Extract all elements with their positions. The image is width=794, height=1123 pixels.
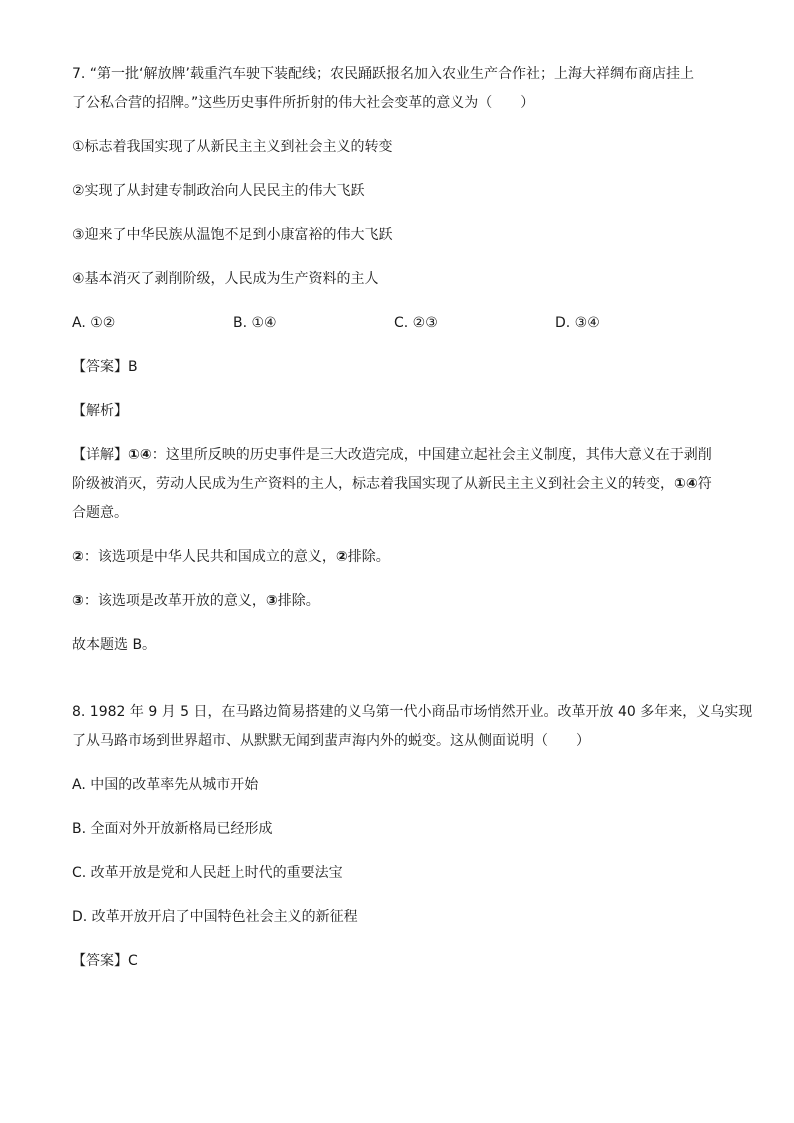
q7-option-b: B. ①④ (233, 315, 277, 331)
q7-exclude-2-mid: ：该选项是中华人民共和国成立的意义， (83, 549, 336, 565)
q7-detail-line2 (72, 470, 722, 499)
q7-statement-1: ①标志着我国实现了从新民主主义到社会主义的转变 (72, 139, 393, 155)
q7-exclude-2-end: 排除。 (347, 549, 390, 565)
q8-option-a: A. 中国的改革率先从城市开始 (72, 777, 259, 793)
q7-exclude-3-key2: ③ (265, 593, 278, 609)
q7-exclude-2-key2: ② (335, 549, 348, 565)
q8-stem-line1: 8. 1982 年 9 月 5 日，在马路边简易搭建的义乌第一代小商品市场悄然开业。改革开放 40 多年来，义乌实现 (72, 704, 753, 720)
q7-stem-line2: 了公私合营的招牌。”这些历史事件所折射的伟大社会变革的意义为（ ） (72, 95, 535, 111)
q7-exclude-3-mid: ：该选项是改革开放的意义， (83, 593, 266, 609)
q8-answer (72, 947, 722, 976)
q7-analysis-tag: 【解析】 (72, 403, 128, 419)
q8-option-b: B. 全面对外开放新格局已经形成 (72, 821, 273, 837)
q7-detail-line2-text: 阶级被消灭，劳动人民成为生产资料的主人，标志着我国实现了从新民主主义到社会主义的转变， (72, 476, 674, 492)
q7-statement-3: ③迎来了中华民族从温饱不足到小康富裕的伟大飞跃 (72, 227, 393, 243)
q7-detail-line1 (72, 441, 722, 470)
q7-exclude-3 (72, 587, 722, 616)
q7-option-d: D. ③④ (555, 315, 600, 331)
q7-exclude-2-key: ② (72, 549, 84, 565)
q7-answer-value: B (128, 359, 138, 375)
q8-stem-line2: 了从马路市场到世界超市、从默默无闻到蜚声海内外的蜕变。这从侧面说明（ ） (72, 733, 590, 749)
q7-detail-line3: 合题意。 (72, 505, 128, 521)
q7-exclude-3-end: 排除。 (277, 593, 320, 609)
q7-detail-line1-rest: ：这里所反映的历史事件是三大改造完成，中国建立起社会主义制度，其伟大意义在于剥削 (151, 447, 712, 463)
q8-answer-tag: 【答案】 (72, 953, 128, 969)
q7-exclude-2 (72, 543, 722, 572)
q7-statement-2: ②实现了从封建专制政治向人民民主的伟大飞跃 (72, 183, 365, 199)
q7-answer (72, 353, 722, 382)
q7-statement-4: ④基本消灭了剥削阶级，人民成为生产资料的主人 (72, 271, 379, 287)
q7-option-c: C. ②③ (394, 315, 438, 331)
q7-option-a: A. ①② (72, 315, 116, 331)
q8-answer-value: C (128, 953, 138, 969)
q7-answer-tag: 【答案】 (72, 359, 128, 375)
q7-detail-key: ①④ (128, 447, 152, 463)
q7-exclude-3-key: ③ (72, 593, 84, 609)
q7-options (72, 309, 722, 338)
q8-option-d: D. 改革开放开启了中国特色社会主义的新征程 (72, 909, 358, 925)
q7-conclusion: 故本题选 B。 (72, 637, 157, 653)
q7-detail-line2-key: ①④ (674, 476, 698, 492)
q7-stem-line1: 7. “第一批‘解放牌’载重汽车驶下装配线；农民踊跃报名加入农业生产合作社；上海大祥绸布商店挂上 (72, 66, 694, 82)
q7-detail-line2-end: 符 (697, 476, 712, 492)
q7-detail-tag: 【详解】 (72, 447, 128, 463)
q8-option-c: C. 改革开放是党和人民赶上时代的重要法宝 (72, 865, 343, 881)
